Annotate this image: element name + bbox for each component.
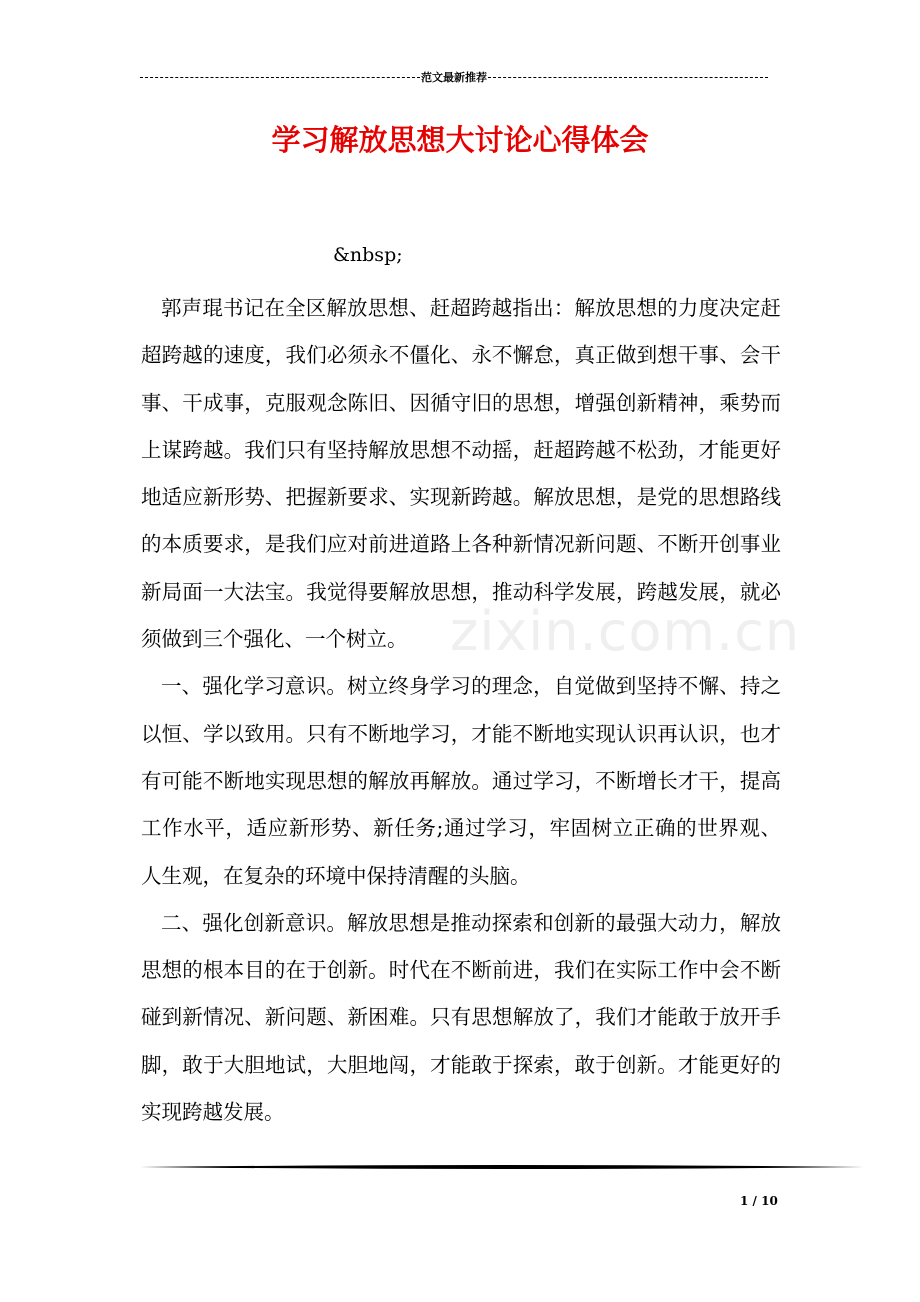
header-label: 范文最新推荐 (421, 71, 487, 84)
page-number: 1 / 10 (740, 1194, 778, 1208)
footer-rule (140, 1164, 864, 1170)
page-header (140, 68, 768, 86)
document-title: 学习解放思想大讨论心得体会 (271, 123, 649, 157)
header-dashes-right (488, 77, 768, 78)
paragraph-intro: 郭声琨书记在全区解放思想、赶超跨越指出：解放思想的力度决定赶超跨越的速度，我们必须永不僵化、永不懈怠，真正做到想干事、会干事、干成事，克服观念陈旧、因循守旧的思想，增强创新精神，乘势而上谋跨越。我们只有坚持解放思想不动摇，赶超跨越不松劲，才能更好地适应新形势、把握新要求、实现新跨越。解放思想，是党的思想路线的本质要求，是我们应对前进道路上各种新情况新问题、不断开创事业新局面一大法宝。我觉得要解放思想，推动科学发展，跨越发展，就必须做到三个强化、一个树立。 (141, 296, 781, 652)
document-body (141, 285, 781, 1136)
paragraph-learning: 一、强化学习意识。树立终身学习的理念，自觉做到坚持不懈、持之以恒、学以致用。只有不断地学习，才能不断地实现认识再认识，也才有可能不断地实现思想的解放再解放。通过学习，不断增长才干，提高工作水平，适应新形势、新任务;通过学习，牢固树立正确的世界观、人生观，在复杂的环境中保持清醒的头脑。 (141, 674, 781, 888)
paragraph-innovation: 二、强化创新意识。解放思想是推动探索和创新的最强大动力，解放思想的根本目的在于创新。时代在不断前进，我们在实际工作中会不断碰到新情况、新问题、新困难。只有思想解放了，我们才能敢于放开手脚，敢于大胆地试，大胆地闯，才能敢于探索，敢于创新。才能更好的实现跨越发展。 (141, 910, 781, 1125)
watermark: zixin.com.cn (450, 600, 801, 663)
header-dashes-left (140, 77, 420, 78)
stray-entity-text: &nbsp; (333, 244, 403, 266)
